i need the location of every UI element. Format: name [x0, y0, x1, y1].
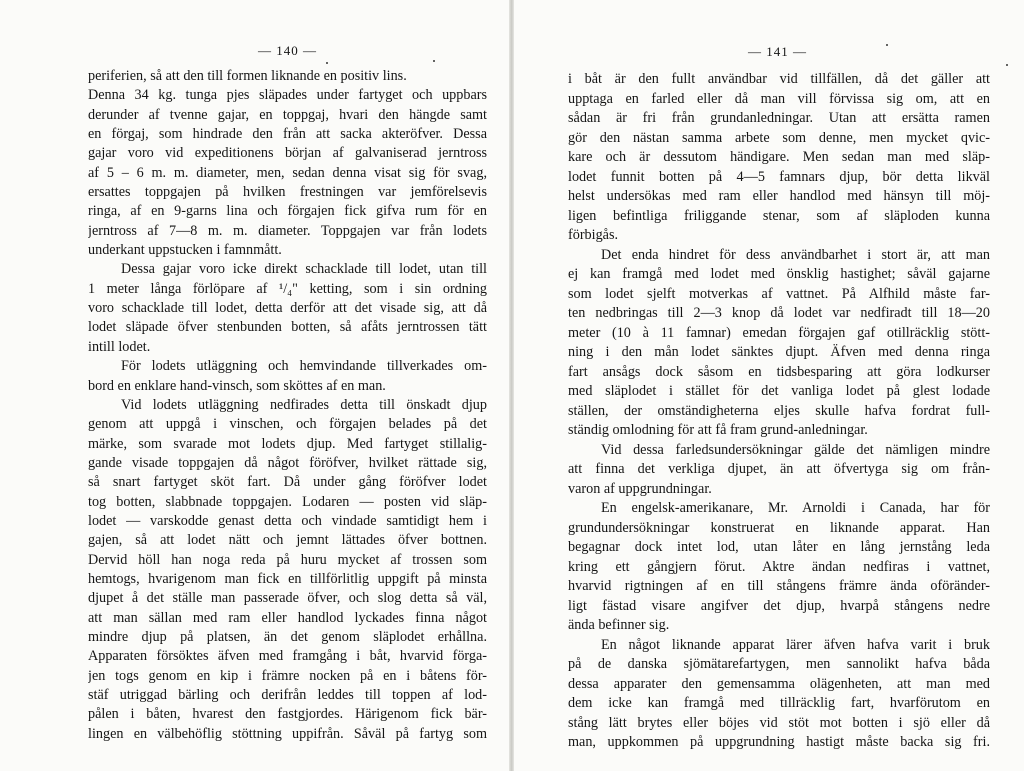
text-line: jerntross af 7—8 m. m. diameter. Toppgajen var från lodets: [88, 222, 487, 239]
text-line: meter (10 à 11 famnar) emedan förgajen gaf otillräcklig stött-: [568, 324, 990, 341]
print-speck: [326, 62, 328, 64]
text-line: 1 meter långa förlöpare af ¹/₄" ketting, som i sin ordning: [88, 280, 487, 297]
text-line: lodet släpade öfver stenbunden botten, så afåts jerntrossen tätt: [88, 319, 487, 336]
text-line: stäf utriggad bärling och derifrån leddes till toppen af lod-: [88, 687, 487, 703]
text-line: varon af uppgrundningar.: [568, 480, 712, 497]
text-line: gör den nästan samma arbete som denne, men mycket qvic-: [568, 129, 990, 146]
text-line: hemtogs, hvarigenom man fick en tillförlitlig uppgift på minsta: [88, 570, 487, 587]
text-line: så snart fartyget sköt fart. Då under gång föröfver lodet: [88, 474, 487, 491]
text-line: periferien, så att den till formen liknande en positiv lins.: [88, 68, 407, 84]
text-line: ända befinner sig.: [568, 617, 670, 633]
text-line: upptaga en farled eller då man vill förvissa sig om, att en: [568, 90, 990, 107]
text-line: lodet funnit botten på 4—5 famnars djup, bör detta likväl: [568, 168, 990, 185]
text-line: stång lätt brytes eller böjes vid stöt mot botten i sjö eller då: [568, 714, 990, 731]
text-line: gande visade toppgajen då något föröfver, hvilket rättade sig,: [88, 454, 487, 471]
text-line: i båt är den fullt användbar vid tillfällen, då det gäller att: [568, 71, 990, 87]
text-line: pålen i båten, hvarest den fastgjordes. Härigenom fick bär-: [88, 706, 487, 723]
text-line: Vid dessa farledsundersökningar gälde det nämligen mindre: [601, 441, 990, 458]
page-number-right: — 141 —: [748, 44, 807, 59]
text-line: fart ansågs dock såsom en tidsbesparing att göra lodkurser: [568, 363, 990, 380]
text-line: Dervid höll han noga reda på huru mycket af trossen som: [88, 551, 487, 568]
text-line: ersattes toppgajen på hvilken frestningen var jemförelsevis: [88, 184, 487, 201]
text-line: Denna 34 kg. tunga pjes släpades under fartyget och uppbars: [88, 87, 487, 104]
text-line: man, uppkommen på uppgrundning hastigt måste backa sig fri.: [568, 734, 990, 750]
text-line: Apparaten försöktes äfven med framgång i båt, hvarvid förga-: [88, 648, 487, 665]
text-line: voro schacklade till lodet, detta derför att det visade sig, att då: [88, 300, 487, 317]
text-line: genom att uppgå i vinschen, och förgajen belades på det: [88, 416, 487, 433]
text-line: underkant uppstucken i famnmått.: [88, 242, 282, 259]
text-line: ej kan framgå med lodet med önsklig hastighet; såväl gajarne: [568, 266, 990, 282]
text-line: på de danska sjömätarefartygen, men sannolikt hafva båda: [568, 656, 990, 672]
text-line: en förgaj, som hindrade den från att sacka akteröfver. Dessa: [88, 126, 487, 143]
text-line: kare och är dessutom händigare. Men sedan man med släp-: [568, 149, 990, 165]
text-line: hvarvid rigtningen af en till stångens främre ända oföränder-: [568, 578, 990, 594]
text-line: ställen, der omständigheterna eljes skulle hafva fordrat full-: [568, 402, 990, 419]
text-line: ligt fästad visare angifver det djup, hvarpå stångens nedre: [568, 597, 990, 614]
text-line: dem icke kan framgå med tillräcklig fart, hvarförutom en: [568, 695, 990, 711]
text-line: kring ett gångjern förut. Aktre ändan nedfiras i vattnet,: [568, 558, 990, 575]
text-line: gajar voro vid expeditionens början af galvaniserad jerntross: [88, 145, 487, 162]
text-line: tog botten, slabbnade toppgajen. Lodaren — posten vid släp-: [88, 493, 487, 510]
text-line: lingen en välbehöflig stöttning uppifrån. Såväl på fartyg som: [88, 725, 487, 742]
text-line: ringa, af en 9-garns lina och förgajen fick gifva rum för en: [88, 203, 487, 220]
text-line: ligen befintliga friliggande stenar, som af släploden kunna: [568, 207, 990, 224]
text-line: derunder af tvenne gajar, en toppgaj, hvari den hängde samt: [88, 106, 487, 123]
text-line: gajen, så att lodet nätt och jemnt lättades öfver bottnen.: [88, 532, 487, 549]
book-gutter: [509, 0, 514, 771]
text-line: märke, som svarade mot lodets djup. Med fartyget stillalig-: [88, 435, 487, 452]
page-number-left: — 140 —: [258, 43, 317, 58]
right-page-body: [568, 70, 990, 753]
text-line: med släplodet i stället för det vanliga lodet på glest lodade: [568, 383, 990, 399]
text-line: ständig omlodning för att få fram grund-anledningar.: [568, 422, 868, 438]
text-line: ning i den mån lodet sänktes djupt. Äfven med denna ringa: [568, 344, 990, 360]
text-line: djupet å det ställe man passerade öfver, och slog detta så väl,: [88, 590, 487, 607]
text-line: En något liknande apparat lärer äfven hafva varit i bruk: [601, 636, 990, 653]
text-line: Vid lodets utläggning nedfirades detta till önskadt djup: [121, 396, 487, 413]
text-line: att man sällan med ram eller handlod lyckades finna något: [88, 609, 487, 626]
text-line: dessa apparater den gemensamma olägenheten, att man med: [568, 675, 990, 692]
text-line: sådan är fri från grundanledningar. Utan att ersätta ramen: [568, 110, 990, 126]
text-line: att finna det verkliga djupet, än att öfvertyga sig om från-: [568, 461, 990, 477]
text-line: intill lodet.: [88, 338, 151, 355]
text-line: Det enda hindret för dess användbarhet i stort är, att man: [601, 246, 990, 263]
text-line: af 5 – 6 m. m. diameter, men, sedan denna visat sig för svag,: [88, 164, 487, 181]
text-line: Dessa gajar voro icke direkt schacklade till lodet, utan till: [121, 261, 487, 278]
text-line: jen togs genom en kip i främre nocken på en i båtens för-: [88, 667, 487, 684]
print-speck: [1006, 64, 1008, 66]
text-line: förbigås.: [568, 227, 619, 243]
text-line: som lodet sjelft motverkas af vattnet. På Alfhild måste far-: [568, 285, 990, 302]
text-line: En engelsk-amerikanare, Mr. Arnoldi i Canada, har för: [601, 500, 990, 516]
print-speck: [433, 60, 435, 62]
text-line: begagnar dock intet lod, utan låter en lång jernstång leda: [568, 539, 990, 555]
print-speck: [886, 44, 888, 46]
text-line: För lodets utläggning och hemvindande tillverkades om-: [121, 358, 487, 375]
text-line: ten nedbringas till 2—3 knop då lodet var nedfiradt till 18—20: [568, 305, 990, 321]
text-line: bord en enklare hand-vinsch, som sköttes af en man.: [88, 377, 386, 394]
left-page-body: [88, 67, 487, 744]
text-line: grundundersökningar konstruerat en liknande apparat. Han: [568, 519, 990, 536]
text-line: helst undersökas med ram eller handlod med hänsyn till möj-: [568, 188, 990, 204]
text-line: lodet — varskodde genast detta och vindade samtidigt hem i: [88, 512, 487, 529]
text-line: mindre djup på platsen, än det genom släplodet erhållna.: [88, 628, 487, 645]
